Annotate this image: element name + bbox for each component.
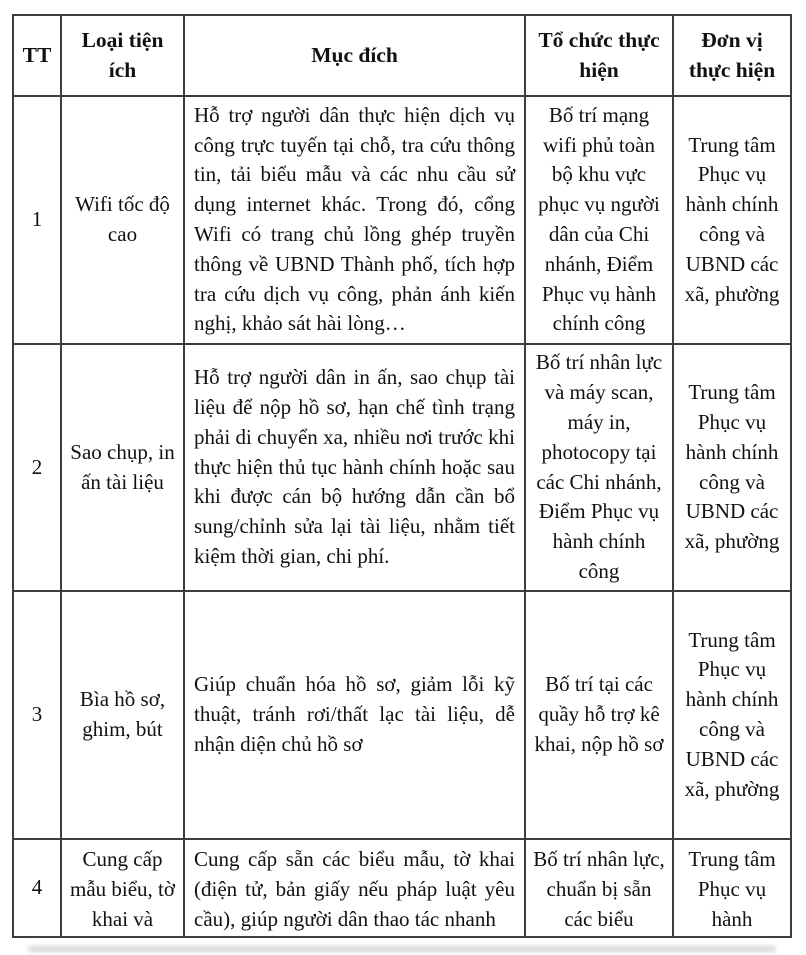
cell-tt: 1 xyxy=(13,96,61,344)
column-header-tt: TT xyxy=(13,15,61,96)
cell-don-vi xyxy=(673,839,791,937)
table-row xyxy=(13,96,791,344)
cell-to-chuc xyxy=(525,839,673,937)
clipped-text: Trung tâm Phục vụ hành xyxy=(688,847,776,931)
cell-to-chuc: Bố trí mạng wifi phủ toàn bộ khu vực phục vụ người dân của Chi nhánh, Điểm Phục vụ hành chính công xyxy=(525,96,673,344)
cell-muc-dich: Hỗ trợ người dân thực hiện dịch vụ công trực tuyến tại chỗ, tra cứu thông tin, tải biểu mẫu và các nhu cầu sử dụng internet khác. Trong đó, cổng Wifi có trang chủ lồng ghép truyền thông về UBND Thành phố, tích hợp tra cứu dịch vụ công, phản ánh kiến nghị, khảo sát hài lòng… xyxy=(184,96,525,344)
cell-don-vi: Trung tâm Phục vụ hành chính công và UBND các xã, phường xyxy=(673,96,791,344)
cell-to-chuc: Bố trí nhân lực và máy scan, máy in, photocopy tại các Chi nhánh, Điểm Phục vụ hành chính công xyxy=(525,344,673,591)
table-row-clipped xyxy=(13,839,791,937)
clipped-text: Cung cấp sẵn các biểu mẫu, tờ khai (điện tử, bản giấy nếu pháp luật yêu cầu), giúp người dân thao tác nhanh xyxy=(194,847,515,931)
cell-to-chuc: Bố trí tại các quầy hỗ trợ kê khai, nộp hồ sơ xyxy=(525,591,673,839)
cell-muc-dich: Giúp chuẩn hóa hồ sơ, giảm lỗi kỹ thuật, tránh rơi/thất lạc tài liệu, dễ nhận diện chủ hồ sơ xyxy=(184,591,525,839)
utilities-table xyxy=(12,14,792,938)
cell-loai-tien-ich xyxy=(61,839,184,937)
cell-don-vi: Trung tâm Phục vụ hành chính công và UBND các xã, phường xyxy=(673,344,791,591)
cell-tt: 3 xyxy=(13,591,61,839)
column-header-to-chuc-thuc-hien: Tổ chức thực hiện xyxy=(525,15,673,96)
cell-loai-tien-ich: Wifi tốc độ cao xyxy=(61,96,184,344)
cell-muc-dich xyxy=(184,839,525,937)
clipped-text: Bố trí nhân lực, chuẩn bị sẵn các biểu xyxy=(533,847,665,931)
cell-loai-tien-ich: Sao chụp, in ấn tài liệu xyxy=(61,344,184,591)
column-header-muc-dich: Mục đích xyxy=(184,15,525,96)
clipped-text: Cung cấp mẫu biểu, tờ khai và xyxy=(70,847,175,931)
scan-shadow-artifact xyxy=(28,946,776,952)
cell-muc-dich: Hỗ trợ người dân in ấn, sao chụp tài liệu để nộp hồ sơ, hạn chế tình trạng phải di chuyển xa, nhiều nơi trước khi thực hiện thủ tục hành chính hoặc sau khi được cán bộ hướng dẫn cần bổ sung/chỉnh sửa lại tài liệu, nhằm tiết kiệm thời gian, chi phí. xyxy=(184,344,525,591)
cell-tt: 2 xyxy=(13,344,61,591)
cell-loai-tien-ich: Bìa hồ sơ, ghim, bút xyxy=(61,591,184,839)
column-header-don-vi-thuc-hien: Đơn vị thực hiện xyxy=(673,15,791,96)
header-row xyxy=(13,15,791,96)
cell-tt: 4 xyxy=(13,839,61,937)
cell-don-vi: Trung tâm Phục vụ hành chính công và UBND các xã, phường xyxy=(673,591,791,839)
column-header-loai-tien-ich: Loại tiện ích xyxy=(61,15,184,96)
table-row xyxy=(13,591,791,839)
table-row xyxy=(13,344,791,591)
